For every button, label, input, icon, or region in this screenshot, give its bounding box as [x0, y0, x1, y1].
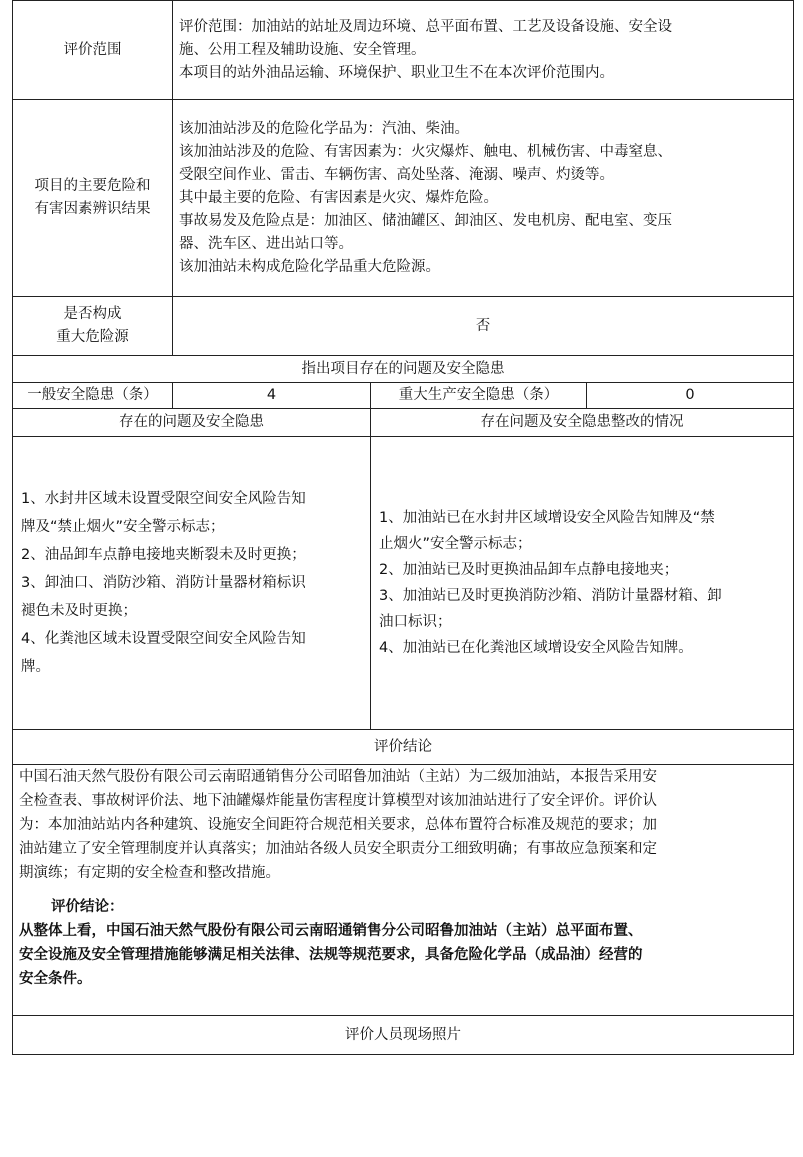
rectifications-header: 存在问题及安全隐患整改的情况: [371, 409, 794, 437]
conclusion-body-row: [13, 765, 794, 1016]
problems-header: 存在的问题及安全隐患: [13, 409, 371, 437]
conclusion-title: 评价结论：: [51, 899, 124, 915]
rectification-line: 3、加油站已及时更换消防沙箱、消防计量器材箱、卸: [379, 588, 722, 604]
issue-counts-row: [13, 383, 794, 409]
rectification-line: 2、加油站已及时更换油品卸车点静电接地夹；: [379, 562, 679, 578]
hazards-label-line: 项目的主要危险和: [34, 178, 151, 194]
conclusion-line: 全检查表、事故树评价法、地下油罐爆炸能量伤害程度计算模型对该加油站进行了安全评价。评价认: [19, 793, 657, 809]
evaluation-table: [12, 0, 794, 1055]
major-hazards-count: 0: [587, 383, 794, 409]
rectification-line: 止烟火”安全警示标志；: [379, 536, 532, 552]
issues-columns-row: [13, 409, 794, 437]
major-hazards-label: 重大生产安全隐患（条）: [371, 383, 587, 409]
problem-line: 褪色未及时更换；: [21, 603, 137, 619]
hazards-line: 该加油站涉及的危险化学品为：汽油、柴油。: [179, 120, 469, 137]
conclusion-body: [13, 765, 794, 1016]
scope-label: 评价范围: [13, 1, 173, 100]
problem-line: 2、油品卸车点静电接地夹断裂未及时更换；: [21, 547, 306, 563]
general-hazards-count: 4: [173, 383, 371, 409]
conclusion-header-row: [13, 730, 794, 765]
problem-line: 牌及“禁止烟火”安全警示标志；: [21, 519, 225, 535]
issues-header: 指出项目存在的问题及安全隐患: [13, 356, 794, 383]
issues-header-row: [13, 356, 794, 383]
scope-line: 本项目的站外油品运输、环境保护、职业卫生不在本次评价范围内。: [179, 64, 614, 81]
scope-line: 施、公用工程及辅助设施、安全管理。: [179, 41, 426, 58]
problem-line: 3、卸油口、消防沙箱、消防计量器材箱标识: [21, 575, 306, 591]
conclusion-line: 期演练；有定期的安全检查和整改措施。: [19, 865, 280, 881]
major-hazard-label-line: 是否构成: [63, 306, 122, 322]
rectification-line: 4、加油站已在化粪池区域增设安全风险告知牌。: [379, 640, 693, 656]
hazards-label-line: 有害因素辨识结果: [34, 201, 151, 217]
major-hazard-value: 否: [173, 297, 794, 356]
conclusion-bold-line: 从整体上看，中国石油天然气股份有限公司云南昭通销售分公司昭鲁加油站（主站）总平面布置、: [19, 923, 643, 939]
rectification-line: 油口标识；: [379, 614, 452, 630]
hazards-line: 其中最主要的危险、有害因素是火灾、爆炸危险。: [179, 189, 498, 206]
rectifications-list: [371, 437, 794, 730]
general-hazards-label: 一般安全隐患（条）: [13, 383, 173, 409]
scope-line: 评价范围：加油站的站址及周边环境、总平面布置、工艺及设备设施、安全设: [179, 18, 672, 35]
major-hazard-label: [13, 297, 173, 356]
conclusion-header: 评价结论: [13, 730, 794, 765]
conclusion-bold-line: 安全条件。: [19, 971, 92, 987]
problem-line: 1、水封井区域未设置受限空间安全风险告知: [21, 491, 306, 507]
scope-row: [13, 1, 794, 100]
issues-detail-row: [13, 437, 794, 730]
rectification-line: 1、加油站已在水封井区域增设安全风险告知牌及“禁: [379, 510, 715, 526]
problems-list: [13, 437, 371, 730]
photos-header: 评价人员现场照片: [13, 1016, 794, 1055]
scope-content: [173, 1, 794, 100]
hazards-row: [13, 100, 794, 297]
hazards-line: 该加油站涉及的危险、有害因素为：火灾爆炸、触电、机械伤害、中毒窒息、: [179, 143, 672, 160]
conclusion-line: 为：本加油站站内各种建筑、设施安全间距符合规范相关要求，总体布置符合标准及规范的要求；加: [19, 817, 657, 833]
hazards-line: 器、洗车区、进出站口等。: [179, 235, 353, 252]
conclusion-line: 油站建立了安全管理制度并认真落实；加油站各级人员安全职责分工细致明确；有事故应急预案和定: [19, 841, 657, 857]
hazards-line: 受限空间作业、雷击、车辆伤害、高处坠落、淹溺、噪声、灼烫等。: [179, 166, 614, 183]
hazards-label: [13, 100, 173, 297]
photos-header-row: [13, 1016, 794, 1055]
conclusion-bold-line: 安全设施及安全管理措施能够满足相关法律、法规等规范要求，具备危险化学品（成品油）经营的: [19, 947, 643, 963]
major-hazard-label-line: 重大危险源: [56, 329, 129, 345]
conclusion-line: 中国石油天然气股份有限公司云南昭通销售分公司昭鲁加油站（主站）为二级加油站，本报告采用安: [19, 769, 657, 785]
hazards-line: 该加油站未构成危险化学品重大危险源。: [179, 258, 440, 275]
problem-line: 4、化粪池区域未设置受限空间安全风险告知: [21, 631, 306, 647]
hazards-line: 事故易发及危险点是：加油区、储油罐区、卸油区、发电机房、配电室、变压: [179, 212, 672, 229]
problem-line: 牌。: [21, 659, 50, 675]
major-hazard-row: [13, 297, 794, 356]
hazards-content: [173, 100, 794, 297]
